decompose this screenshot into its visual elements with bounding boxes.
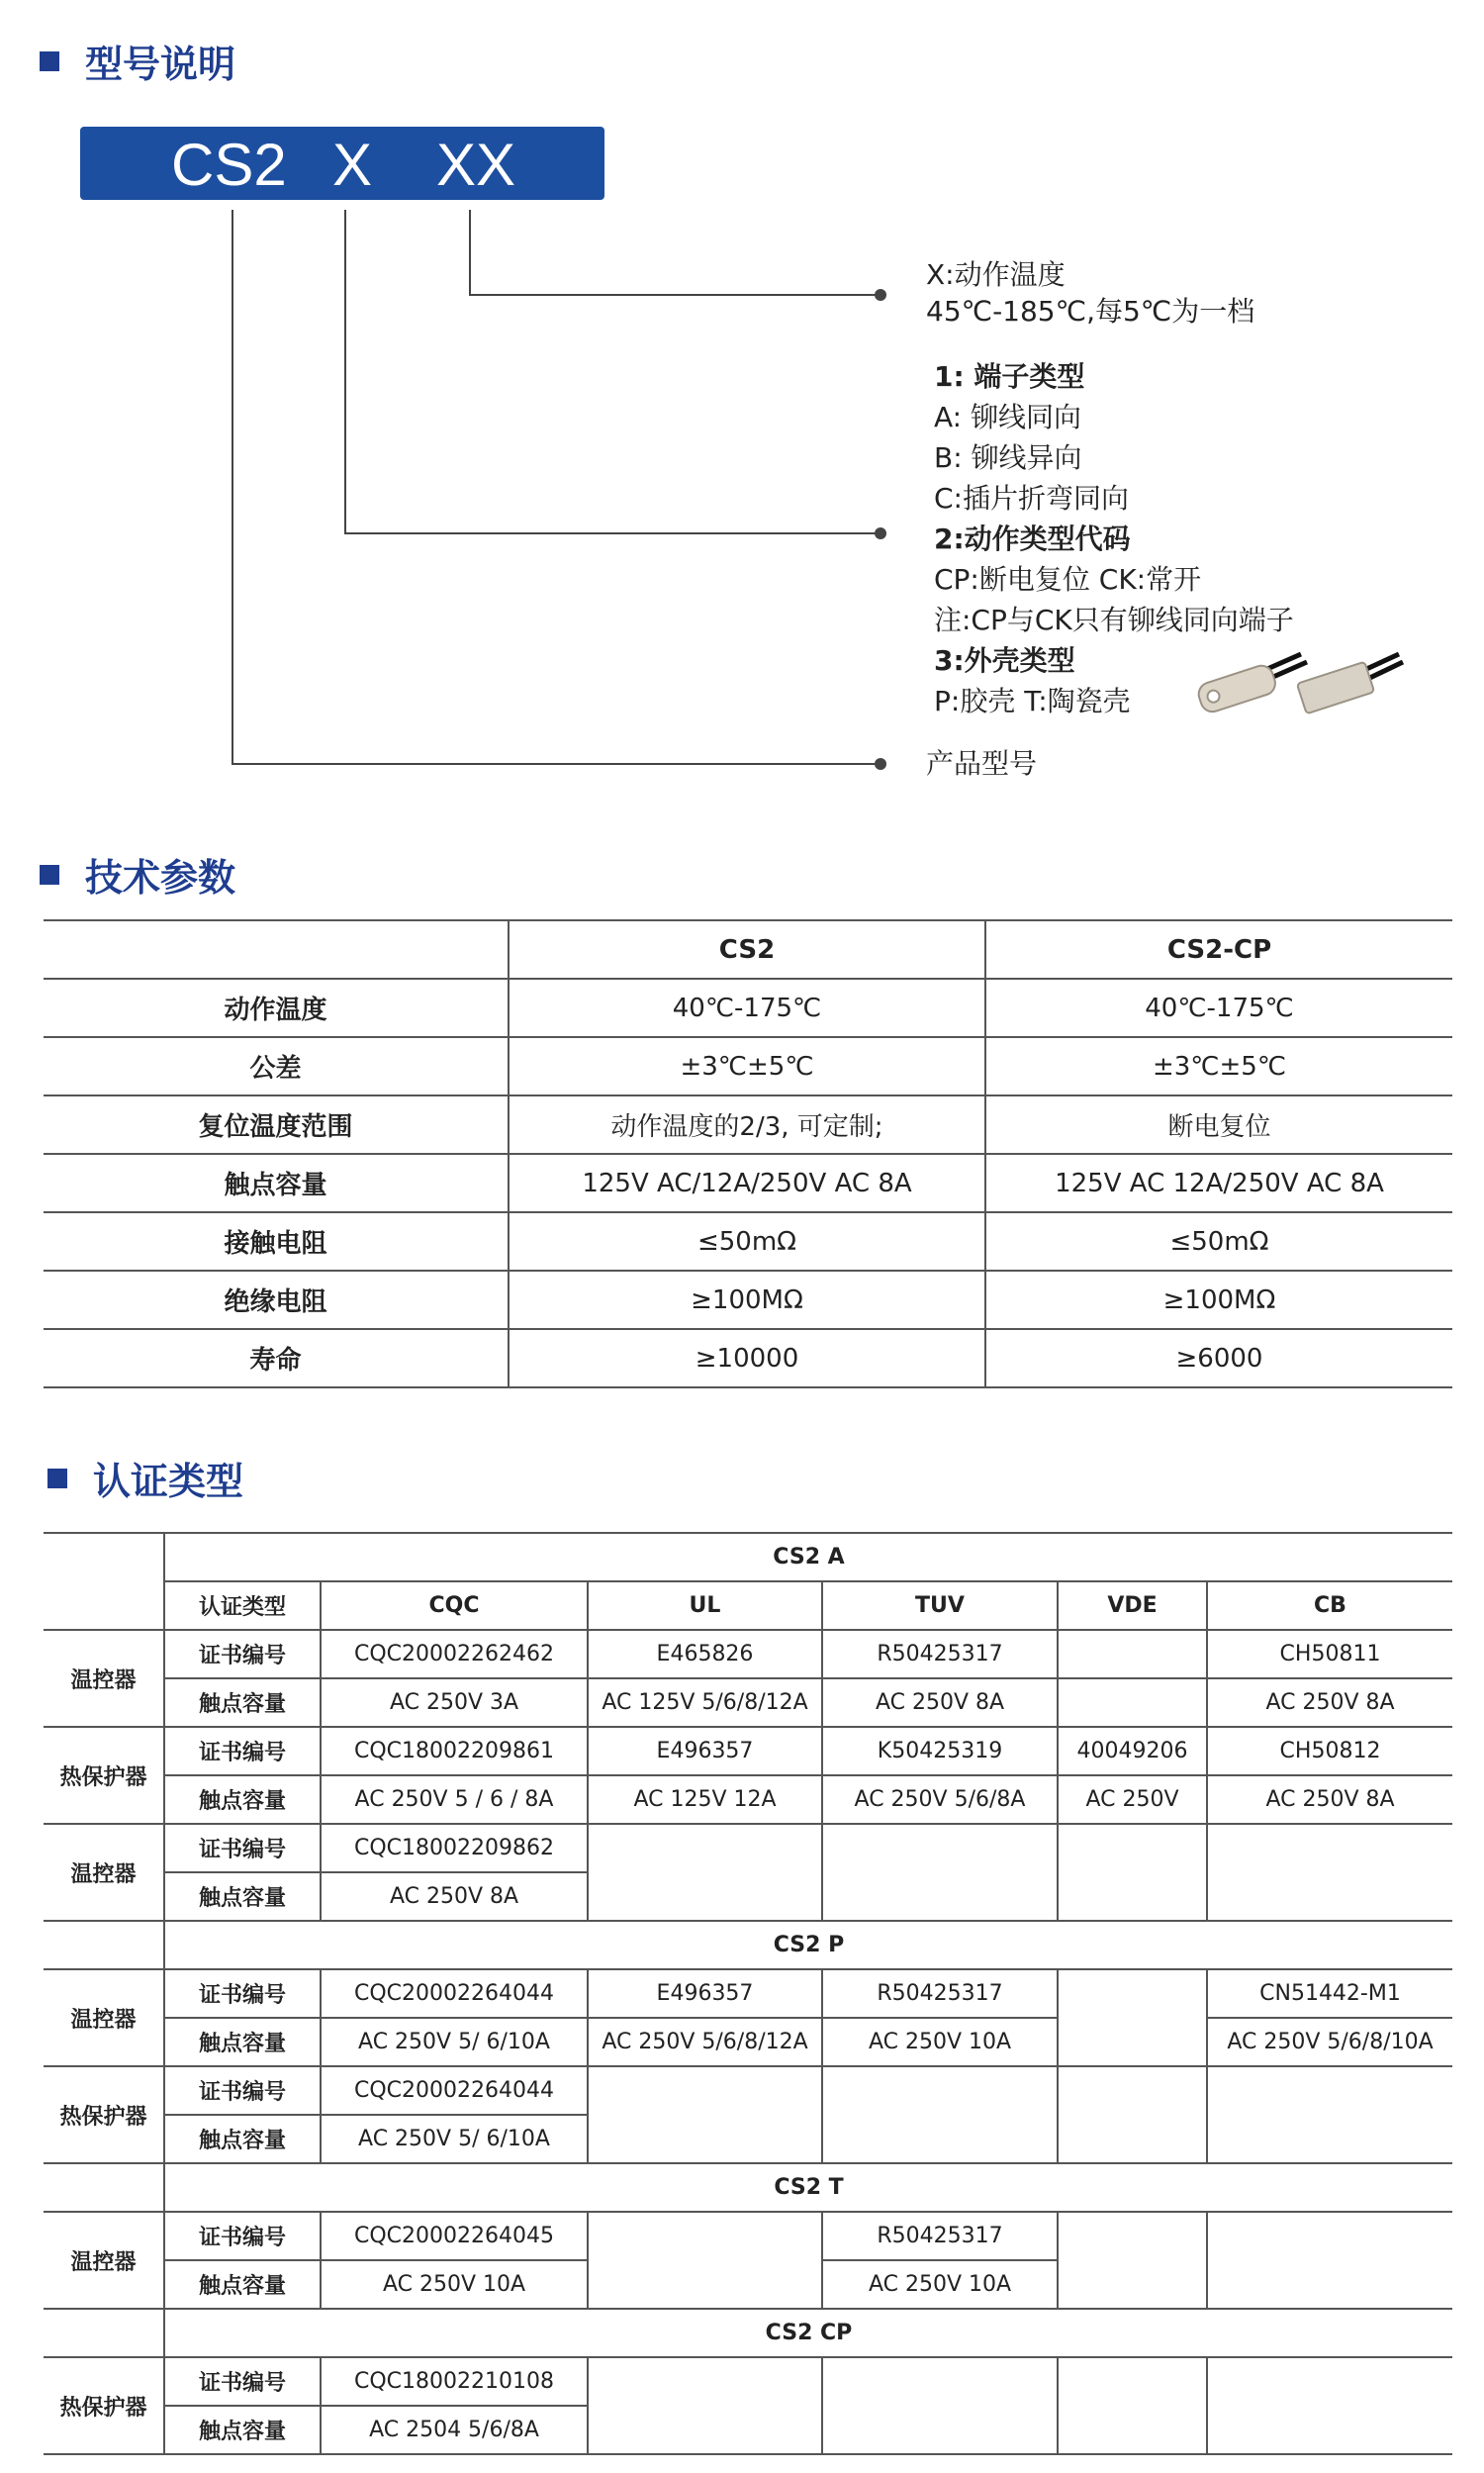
cert-empty-cell — [822, 2357, 1058, 2454]
cert-cell: CQC20002264044 — [321, 1969, 588, 2018]
cert-cell: AC 250V 10A — [822, 2018, 1058, 2066]
cert-cell: CQC18002209861 — [321, 1727, 588, 1775]
cert-cell: AC 250V 10A — [822, 2260, 1058, 2309]
cert-cell: CH50811 — [1207, 1630, 1452, 1678]
cert-field-label: 触点容量 — [164, 2260, 321, 2309]
cert-group-row — [44, 1921, 1452, 1969]
cert-cell: CQC18002209862 — [321, 1824, 588, 1872]
spec-cell: ≤50mΩ — [509, 1212, 985, 1271]
spec-header-cell: CS2-CP — [985, 920, 1452, 979]
section-title-text: 型号说明 — [85, 43, 236, 86]
spec-row — [44, 1212, 1452, 1271]
connector-line — [232, 210, 233, 764]
cert-cell: AC 250V 5/ 6/10A — [321, 2018, 588, 2066]
cert-header-cell: UL — [588, 1581, 822, 1630]
cert-empty-cell — [822, 1824, 1058, 1921]
cert-row — [44, 2212, 1452, 2260]
cert-empty-cell — [1058, 2212, 1207, 2309]
spec-header-row — [44, 920, 1452, 979]
cert-cell: R50425317 — [822, 2212, 1058, 2260]
cert-empty-cell — [1207, 2357, 1452, 2454]
legend-terminal-b: B: 铆线异向 — [934, 441, 1082, 474]
cert-device-label: 热保护器 — [44, 1727, 164, 1824]
connector-line — [469, 210, 471, 295]
cert-cell: CQC20002264045 — [321, 2212, 588, 2260]
square-bullet-icon — [47, 1469, 67, 1488]
legend-product-model: 产品型号 — [926, 747, 1038, 780]
cert-field-label: 触点容量 — [164, 1775, 321, 1824]
cert-empty-cell — [1058, 1824, 1207, 1921]
connector-dot — [875, 289, 886, 301]
cert-group-title: CS2 CP — [164, 2309, 1452, 2357]
cert-cell: R50425317 — [822, 1630, 1058, 1678]
cert-group-row — [44, 2309, 1452, 2357]
cert-cell — [1058, 1630, 1207, 1678]
section-title-text: 技术参数 — [85, 856, 236, 900]
spec-cell: ≥6000 — [985, 1329, 1452, 1387]
cert-row — [44, 1727, 1452, 1775]
legend-action-codes: CP:断电复位 CK:常开 — [934, 563, 1202, 596]
cert-cell: CH50812 — [1207, 1727, 1452, 1775]
cert-empty-cell — [1058, 2357, 1207, 2454]
legend-terminal-type — [934, 356, 1084, 397]
connector-line — [344, 532, 881, 534]
cert-header-cell: VDE — [1058, 1581, 1207, 1630]
cert-group-title: CS2 P — [164, 1921, 1452, 1969]
cert-empty-cell — [1207, 1824, 1452, 1921]
cert-empty-cell — [588, 2066, 822, 2163]
spec-cell: 125V AC 12A/250V AC 8A — [985, 1154, 1452, 1212]
legend-terminal-type-text: 1: 端子类型 — [934, 360, 1085, 393]
cert-cell: 40049206 — [1058, 1727, 1207, 1775]
cert-group-title: CS2 T — [164, 2163, 1452, 2212]
connector-dot — [875, 527, 886, 539]
spec-cell: 动作温度的2/3, 可定制; — [509, 1095, 985, 1154]
legend-x-title: X:动作温度 — [926, 258, 1066, 291]
model-code-box — [80, 127, 604, 200]
cert-device-label: 热保护器 — [44, 2357, 164, 2454]
spec-cell: ≤50mΩ — [985, 1212, 1452, 1271]
cert-header-cell: CQC — [321, 1581, 588, 1630]
plastic-shell-thermostat-image — [1192, 648, 1311, 717]
spec-param-label: 复位温度范围 — [44, 1095, 509, 1154]
cert-empty-cell — [44, 2163, 164, 2212]
cert-device-label: 热保护器 — [44, 2066, 164, 2163]
cert-device-label: 温控器 — [44, 2212, 164, 2309]
cert-field-label: 证书编号 — [164, 1727, 321, 1775]
cert-empty-cell — [44, 2309, 164, 2357]
spec-param-label: 绝缘电阻 — [44, 1271, 509, 1329]
square-bullet-icon — [40, 865, 59, 885]
cert-cell: AC 250V 8A — [1207, 1678, 1452, 1727]
cert-header-cell: 认证类型 — [164, 1581, 321, 1630]
cert-cell: CQC20002264044 — [321, 2066, 588, 2115]
cert-empty-cell — [44, 1533, 164, 1581]
cert-cell: AC 250V 5/6/8/12A — [588, 2018, 822, 2066]
spec-cell: 40℃-175℃ — [985, 979, 1452, 1037]
cert-empty-cell — [588, 2357, 822, 2454]
legend-terminal-a: A: 铆线同向 — [934, 401, 1081, 433]
spec-row — [44, 1037, 1452, 1095]
cert-device-label: 温控器 — [44, 1824, 164, 1921]
spec-cell: ±3℃±5℃ — [509, 1037, 985, 1095]
cert-cell: AC 250V 5/6/8A — [822, 1775, 1058, 1824]
cert-row — [44, 1630, 1452, 1678]
spec-cell: 40℃-175℃ — [509, 979, 985, 1037]
cert-field-label: 证书编号 — [164, 1630, 321, 1678]
cert-cell: E465826 — [588, 1630, 822, 1678]
cert-cell: AC 250V 5 / 6 / 8A — [321, 1775, 588, 1824]
cert-field-label: 触点容量 — [164, 2115, 321, 2163]
spec-cell: 125V AC/12A/250V AC 8A — [509, 1154, 985, 1212]
legend-shell-type-text: 3:外壳类型 — [934, 644, 1075, 677]
section-title-tech — [40, 847, 235, 902]
cert-group-row — [44, 1533, 1452, 1581]
cert-cell: AC 250V 5/ 6/10A — [321, 2115, 588, 2163]
legend-note: 注:CP与CK只有铆线同向端子 — [934, 604, 1294, 636]
spec-table — [44, 919, 1452, 1388]
cert-empty-cell — [822, 2066, 1058, 2163]
cert-cell: AC 250V 8A — [321, 1872, 588, 1921]
spec-row — [44, 1271, 1452, 1329]
model-code-part3: XX — [436, 132, 516, 198]
cert-cell: E496357 — [588, 1969, 822, 2018]
square-bullet-icon — [40, 51, 59, 71]
cert-row — [44, 1824, 1452, 1872]
cert-cell: AC 125V 5/6/8/12A — [588, 1678, 822, 1727]
cert-header-cell: TUV — [822, 1581, 1058, 1630]
cert-cell: K50425319 — [822, 1727, 1058, 1775]
cert-row — [44, 1775, 1452, 1824]
cert-cell: AC 250V 5/6/8/10A — [1207, 2018, 1452, 2066]
cert-row — [44, 2066, 1452, 2115]
cert-empty-cell — [588, 1824, 822, 1921]
cert-group-title: CS2 A — [164, 1533, 1452, 1581]
cert-field-label: 证书编号 — [164, 1969, 321, 2018]
cert-header-row — [44, 1581, 1452, 1630]
cert-field-label: 证书编号 — [164, 2066, 321, 2115]
legend-shell-type — [934, 640, 1075, 681]
cert-device-label: 温控器 — [44, 1630, 164, 1727]
cert-cell: AC 250V 8A — [822, 1678, 1058, 1727]
cert-cell: AC 250V 8A — [1207, 1775, 1452, 1824]
cert-empty-cell — [1058, 2066, 1207, 2163]
section-title-model — [40, 34, 235, 88]
cert-empty-cell — [44, 1581, 164, 1630]
cert-row — [44, 1969, 1452, 2018]
cert-cell: AC 250V — [1058, 1775, 1207, 1824]
spec-cell: ≥100MΩ — [985, 1271, 1452, 1329]
ceramic-shell-thermostat-image — [1296, 648, 1405, 717]
spec-param-label: 寿命 — [44, 1329, 509, 1387]
legend-action-type — [934, 519, 1131, 559]
legend-shell-values: P:胶壳 T:陶瓷壳 — [934, 685, 1131, 717]
connector-line — [344, 210, 346, 533]
cert-field-label: 触点容量 — [164, 1872, 321, 1921]
cert-cell: AC 2504 5/6/8A — [321, 2406, 588, 2454]
spec-param-label: 公差 — [44, 1037, 509, 1095]
cert-cell: AC 125V 12A — [588, 1775, 822, 1824]
connector-dot — [875, 758, 886, 770]
cert-field-label: 证书编号 — [164, 2357, 321, 2406]
cert-cell: AC 250V 3A — [321, 1678, 588, 1727]
connector-line — [232, 763, 881, 765]
legend-action-type-text: 2:动作类型代码 — [934, 523, 1131, 555]
spec-cell: 断电复位 — [985, 1095, 1452, 1154]
spec-cell: ±3℃±5℃ — [985, 1037, 1452, 1095]
spec-param-label: 触点容量 — [44, 1154, 509, 1212]
model-code-part1: CS2 — [171, 132, 287, 198]
cert-cell: E496357 — [588, 1727, 822, 1775]
cert-empty-cell — [1207, 2066, 1452, 2163]
spec-param-label: 动作温度 — [44, 979, 509, 1037]
spec-header-cell: CS2 — [509, 920, 985, 979]
spec-row — [44, 1329, 1452, 1387]
cert-header-cell: CB — [1207, 1581, 1452, 1630]
spec-row — [44, 1095, 1452, 1154]
cert-field-label: 证书编号 — [164, 1824, 321, 1872]
spec-cell: ≥100MΩ — [509, 1271, 985, 1329]
cert-field-label: 触点容量 — [164, 2406, 321, 2454]
cert-field-label: 触点容量 — [164, 1678, 321, 1727]
cert-field-label: 触点容量 — [164, 2018, 321, 2066]
cert-cell: CQC20002262462 — [321, 1630, 588, 1678]
cert-cell: R50425317 — [822, 1969, 1058, 2018]
cert-cell: CQC18002210108 — [321, 2357, 588, 2406]
spec-row — [44, 1154, 1452, 1212]
spec-param-label: 接触电阻 — [44, 1212, 509, 1271]
spec-cell: ≥10000 — [509, 1329, 985, 1387]
cert-field-label: 证书编号 — [164, 2212, 321, 2260]
legend-x-range: 45℃-185℃,每5℃为一档 — [926, 295, 1255, 328]
cert-row — [44, 2357, 1452, 2406]
cert-cell: AC 250V 10A — [321, 2260, 588, 2309]
cert-table — [44, 1532, 1452, 2455]
cert-empty-cell — [588, 2212, 822, 2309]
cert-row — [44, 1678, 1452, 1727]
section-title-text: 认证类型 — [93, 1460, 244, 1503]
connector-line — [469, 294, 881, 296]
section-title-cert — [47, 1451, 243, 1505]
cert-empty-cell — [1058, 1969, 1207, 2066]
cert-device-label: 温控器 — [44, 1969, 164, 2066]
cert-group-row — [44, 2163, 1452, 2212]
cert-cell: CN51442-M1 — [1207, 1969, 1452, 2018]
cert-empty-cell — [44, 1921, 164, 1969]
cert-empty-cell — [1207, 2212, 1452, 2309]
model-code-part2: X — [332, 132, 373, 198]
legend-terminal-c: C:插片折弯同向 — [934, 482, 1129, 515]
cert-row — [44, 2018, 1452, 2066]
spec-row — [44, 979, 1452, 1037]
cert-cell — [1058, 1678, 1207, 1727]
spec-header-cell — [44, 920, 509, 979]
